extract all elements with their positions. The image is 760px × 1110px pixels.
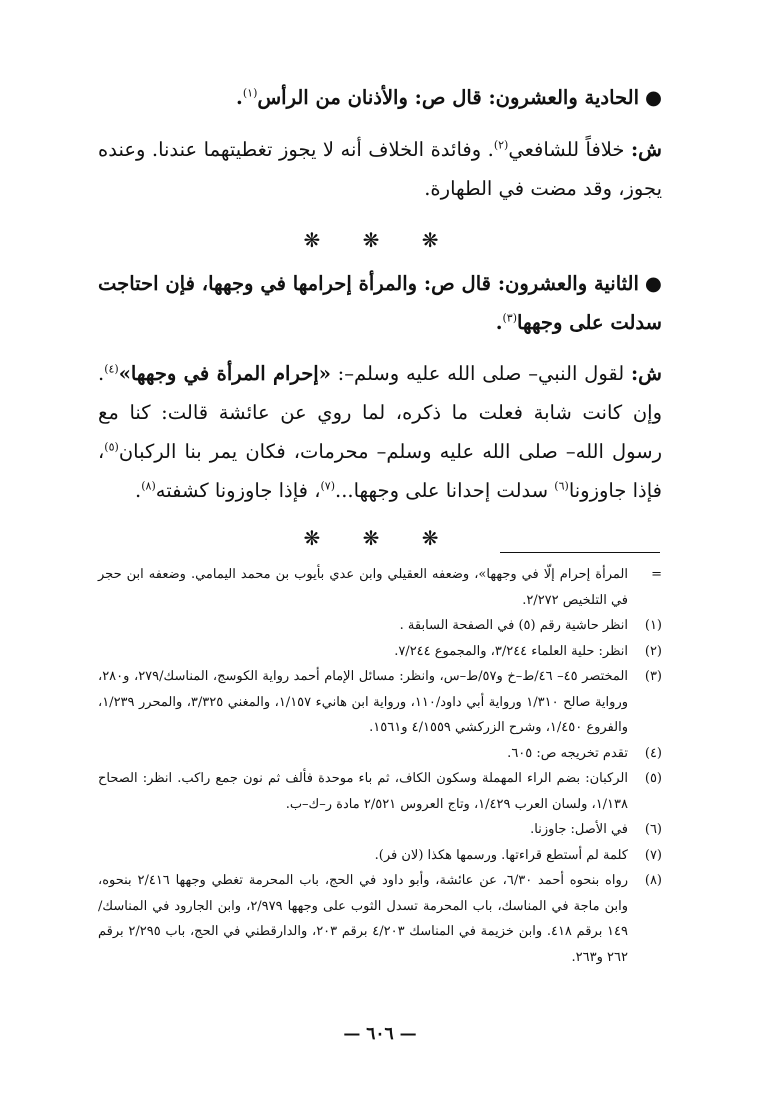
footnote-text: المرأة إحرام إلّا في وجهها»، وضعفه العقيلي وابن عدي بأيوب بن محمد اليمامي. وضعفه ابن حجر في التلخيص ٢/٢٧٢. xyxy=(98,567,628,608)
footnote-number: (٦) xyxy=(644,822,662,837)
commentary-21 xyxy=(98,130,662,208)
commentary-22-text-1: لقول النبي– صلى الله عليه وسلم–: xyxy=(330,362,625,385)
page xyxy=(98,78,662,1078)
separator-stars-2: ❋ ❋ ❋ xyxy=(303,526,457,550)
hadith-quote: «إحرام المرأة في وجهها» xyxy=(118,362,331,385)
commentary-22-label: ش: xyxy=(630,362,662,385)
footnote-number: (٤) xyxy=(644,745,662,761)
section-21-heading xyxy=(98,78,662,117)
commentary-22-text-2: . وإن كانت شابة فعلت ما ذكره، لما روي عن عائشة قالت: كنا مع رسول الله– صلى الله عليه وسلم– محرمات، فكان يمر بنا الركبان xyxy=(98,362,662,463)
section-22-heading-end: . xyxy=(495,311,503,334)
commentary-21-text-1: خلافاً للشافعي xyxy=(508,138,625,161)
commentary-22-text-4: سدلت إحدانا على وجهها... xyxy=(335,479,555,502)
footnote-8 xyxy=(98,868,662,970)
footnote-divider xyxy=(500,552,660,553)
footnote-ref-7: (٧) xyxy=(320,479,336,493)
footnote-number: (١) xyxy=(644,618,662,633)
footnote-text: رواه بنحوه أحمد ٦/٣٠، عن عائشة، وأبو داود في الحج، باب المحرمة تغطي وجهها ٢/٤١٦ بنحوه، وابن ماجة في المناسك، باب المحرمة تسدل الثوب على وجهها ٢/٩٧٩، وابن الجارود في المناسك/١٤٩ برقم ٤١٨. وابن خزيمة في المناسك ٤/٢٠٣ برقم ٢٠٣، والدارقطني في الحج، باب ٢/٢٩٥ برقم ٢٦٢ و٢٦٣. xyxy=(98,873,629,965)
footnote-text: في الأصل: جاوزنا. xyxy=(530,822,628,837)
footnote-number: = xyxy=(651,567,662,582)
commentary-22-text-6: . xyxy=(135,479,142,502)
commentary-22-text-3: ، فإذا جاوزونا xyxy=(98,440,662,502)
footnote-ref-1: (١) xyxy=(242,86,258,100)
footnote-6 xyxy=(98,817,662,843)
footnote-ref-2: (٢) xyxy=(493,138,509,152)
footnote-2 xyxy=(98,639,662,665)
footnote-ref-8: (٨) xyxy=(141,479,156,493)
commentary-21-label: ش: xyxy=(630,138,662,161)
section-22-heading-text: الثانية والعشرون: قال ص: والمرأة إحرامها في وجهها، فإن احتاجت سدلت على وجهها xyxy=(98,272,662,334)
footnote-text: انظر حاشية رقم (٥) في الصفحة السابقة . xyxy=(399,618,628,633)
page-number: — ٦٠٦ — xyxy=(343,1024,417,1044)
footnote-text: المختصر ٤٥– ٤٦/ط–خ و٥٧/ط–س، وانظر: مسائل الإمام أحمد رواية الكوسج، المناسك/٢٧٩، و٢٨٠، ورواية صالح ١/٣١٠ ورواية أبي داود/١١٠، ورواية ابن هانيء ١/١٥٧، والمغني ٣/٣٢٥، والمحرر ١/٢٣٩، والفروع ١/٤٥٠، وشرح الزركشي ٤/١٥٥٩ و١٥٦١. xyxy=(98,669,629,735)
separator-stars-1: ❋ ❋ ❋ xyxy=(303,228,457,252)
footnote-continued xyxy=(98,562,662,613)
footnote-text: كلمة لم أستطع قراءتها. ورسمها هكذا (لان فر). xyxy=(374,847,628,863)
commentary-22-text-5: ، فإذا جاوزونا كشفته xyxy=(155,479,321,502)
footnote-number: (٧) xyxy=(644,847,662,863)
footnotes xyxy=(98,562,662,970)
footnote-number: (٢) xyxy=(644,643,662,659)
footnote-number: (٥) xyxy=(644,771,662,786)
footnote-7 xyxy=(98,843,662,869)
bullet-icon: ● xyxy=(644,86,662,109)
footnote-5 xyxy=(98,766,662,817)
footnote-1 xyxy=(98,613,662,639)
footnote-ref-3: (٣) xyxy=(502,311,518,325)
footnote-4 xyxy=(98,741,662,767)
commentary-22 xyxy=(98,354,662,510)
footnote-text: الركبان: بضم الراء المهملة وسكون الكاف، ثم باء موحدة فألف ثم نون جمع راكب. انظر: الصحاح ١/١٣٨، ولسان العرب ١/٤٢٩، وتاج العروس ٢/٥٢١ مادة ر–ك–ب. xyxy=(98,771,628,812)
section-21-heading-end: . xyxy=(236,86,243,109)
footnote-text: تقدم تخريجه ص: ٦٠٥. xyxy=(507,745,628,761)
footnote-number: (٣) xyxy=(644,669,662,684)
commentary-21-text-2: . وفائدة الخلاف أنه لا يجوز تغطيتهما عندنا. وعنده يجوز، وقد مضت في الطهارة. xyxy=(98,138,662,200)
footnote-text: انظر: حلية العلماء ٣/٢٤٤، والمجموع ٧/٢٤٤. xyxy=(394,643,628,659)
footnote-number: (٨) xyxy=(644,873,662,888)
section-21-heading-text: الحادية والعشرون: قال ص: والأذنان من الرأس xyxy=(257,86,639,109)
footnote-ref-4: (٤) xyxy=(104,362,119,376)
footnote-ref-5: (٥) xyxy=(104,440,119,454)
footnote-ref-6: (٦) xyxy=(554,479,569,493)
bullet-icon: ● xyxy=(644,272,663,295)
footnote-3 xyxy=(98,664,662,741)
section-22-heading xyxy=(98,264,662,342)
